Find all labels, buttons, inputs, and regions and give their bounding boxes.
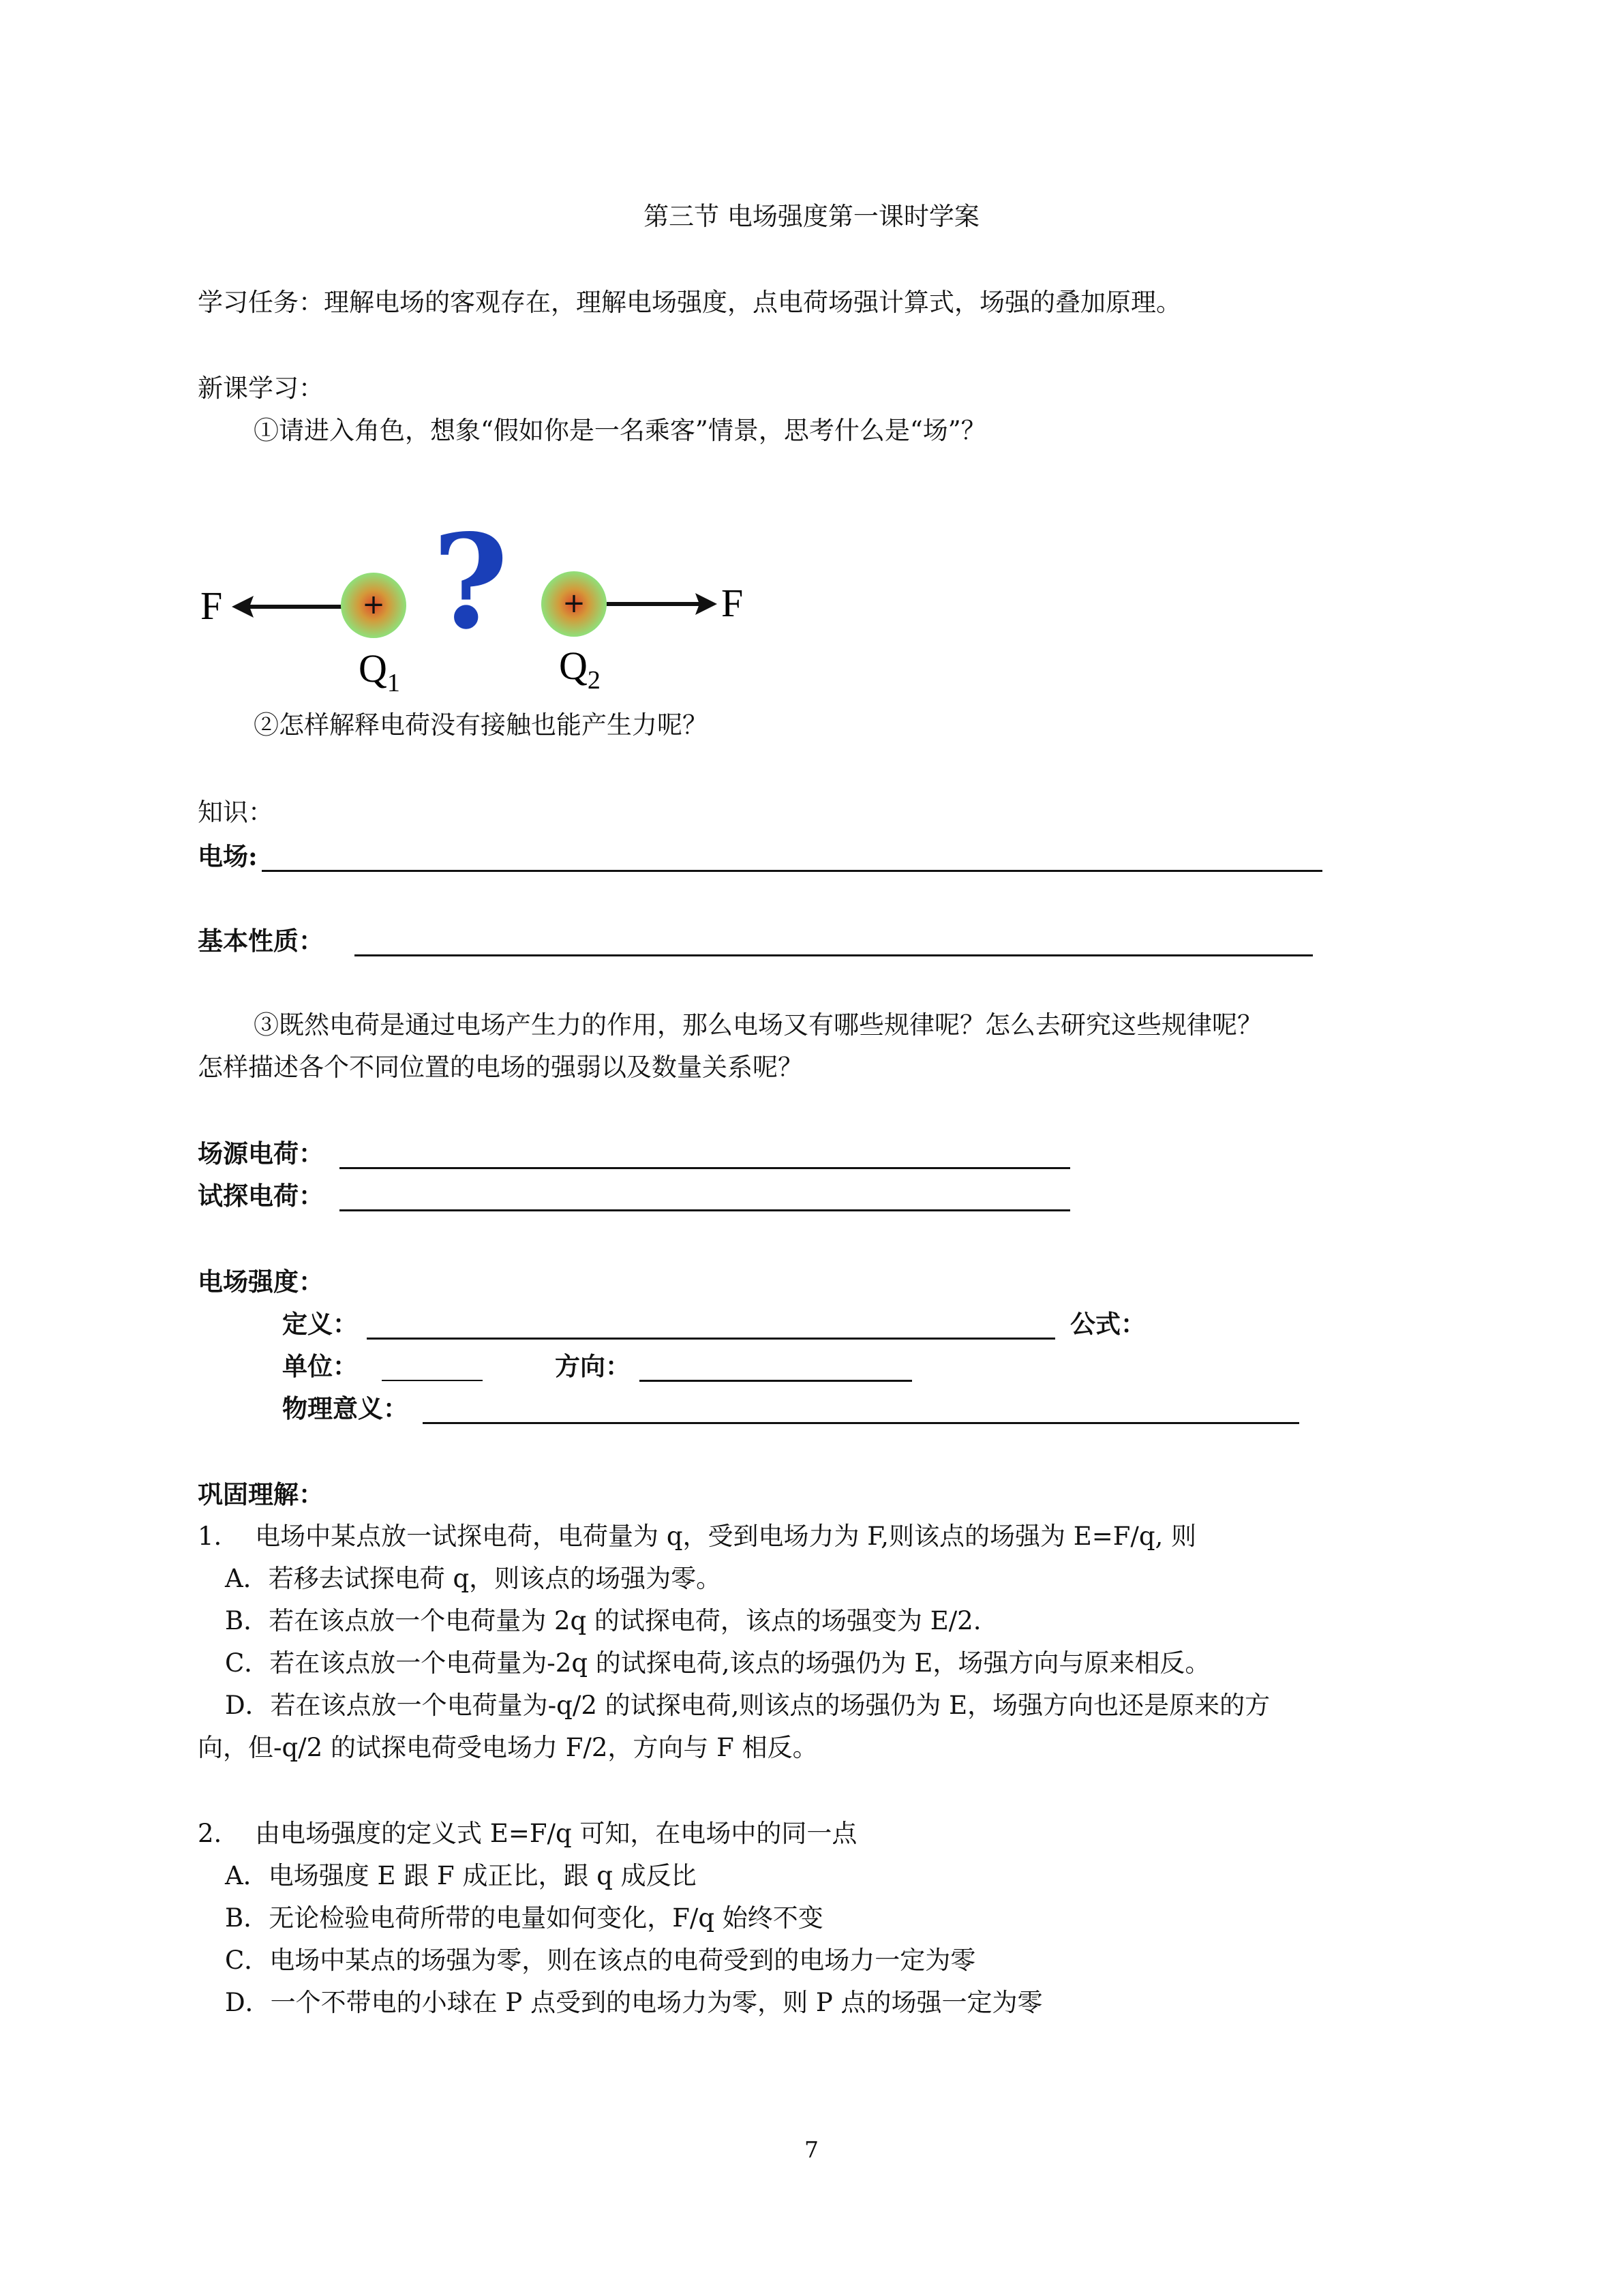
problem-2-option-c: C．电场中某点的场强为零，则在该点的电荷受到的电场力一定为零 [225, 1946, 976, 1975]
charge-q2 [541, 571, 607, 637]
problem-2-option-a: A．电场强度 E 跟 F 成正比，跟 q 成反比 [225, 1861, 697, 1890]
problem-1-option-b: B．若在该点放一个电荷量为 2q 的试探电荷，该点的场强变为 E/2. [225, 1606, 982, 1635]
problem-1-option-d-line1: D．若在该点放一个电荷量为-q/2 的试探电荷,则该点的场强仍为 E，场强方向也还是原来的方 [225, 1691, 1271, 1720]
test-charge-label: 试探电荷： [198, 1181, 324, 1211]
charge-q2-sign: + [562, 588, 586, 619]
direction-answer-line[interactable] [639, 1380, 912, 1382]
question-3-line2: 怎样描述各个不同位置的电场的强弱以及数量关系呢？ [198, 1053, 803, 1082]
definition-answer-line[interactable] [367, 1338, 1055, 1340]
intensity-label: 电场强度： [198, 1267, 324, 1297]
section-new-lesson: 新课学习： [198, 374, 324, 403]
test-charge-answer-line[interactable] [339, 1209, 1070, 1211]
source-charge-answer-line[interactable] [339, 1167, 1070, 1169]
question-2: ②怎样解释电荷没有接触也能产生力呢？ [254, 710, 708, 740]
force-arrow-left [232, 596, 342, 618]
problem-2-option-b: B．无论检验电荷所带的电量如何变化，F/q 始终不变 [225, 1903, 823, 1933]
section-consolidate: 巩固理解： [198, 1479, 324, 1509]
section-knowledge: 知识： [198, 798, 273, 827]
question-mark: ? [432, 510, 509, 658]
problem-2-stem: 2. 由电场强度的定义式 E=F/q 可知，在电场中的同一点 [198, 1819, 858, 1848]
property-answer-line[interactable] [354, 954, 1313, 956]
page-number: 7 [804, 2136, 819, 2163]
definition-label: 定义： [282, 1309, 358, 1339]
meaning-label: 物理意义： [282, 1393, 408, 1423]
unit-label: 单位： [282, 1351, 358, 1381]
q1-label: $Q_1$ [359, 646, 400, 697]
formula-label: 公式： [1070, 1309, 1146, 1339]
q2-label: $Q_2$ [559, 644, 601, 695]
force-label-right: F [721, 581, 744, 625]
force-arrow-right [607, 593, 717, 615]
learning-task: 学习任务：理解电场的客观存在，理解电场强度，点电荷场强计算式，场强的叠加原理。 [198, 288, 1181, 317]
problem-1-option-a: A．若移去试探电荷 q，则该点的场强为零。 [225, 1564, 722, 1593]
problem-1-option-d-line2: 向，但-q/2 的试探电荷受电场力 F/2，方向与 F 相反。 [198, 1733, 818, 1762]
field-answer-line[interactable] [262, 870, 1322, 872]
charge-q1-sign: + [362, 589, 385, 620]
meaning-answer-line[interactable] [423, 1422, 1299, 1424]
force-label-left: F [200, 584, 223, 628]
charge-q1 [341, 573, 406, 638]
question-1: ①请进入角色，想象“假如你是一名乘客”情景，思考什么是“场”？ [254, 416, 986, 445]
field-label: 电场: [198, 841, 258, 871]
source-charge-label: 场源电荷： [198, 1138, 324, 1168]
charges-figure [198, 510, 757, 701]
unit-answer-line[interactable] [382, 1380, 483, 1381]
property-label: 基本性质： [198, 926, 324, 956]
problem-2-option-d: D．一个不带电的小球在 P 点受到的电场力为零，则 P 点的场强一定为零 [225, 1988, 1043, 2017]
direction-label: 方向： [555, 1351, 631, 1381]
problem-1-option-c: C．若在该点放一个电荷量为-2q 的试探电荷,该点的场强仍为 E，场强方向与原来相反。 [225, 1648, 1211, 1678]
page-title: 第三节 电场强度第一课时学案 [643, 202, 980, 231]
question-3-line1: ③既然电荷是通过电场产生力的作用，那么电场又有哪些规律呢？怎么去研究这些规律呢？ [254, 1010, 1262, 1040]
problem-1-stem: 1. 电场中某点放一试探电荷，电荷量为 q，受到电场力为 F,则该点的场强为 E=F/q, 则 [198, 1522, 1197, 1551]
